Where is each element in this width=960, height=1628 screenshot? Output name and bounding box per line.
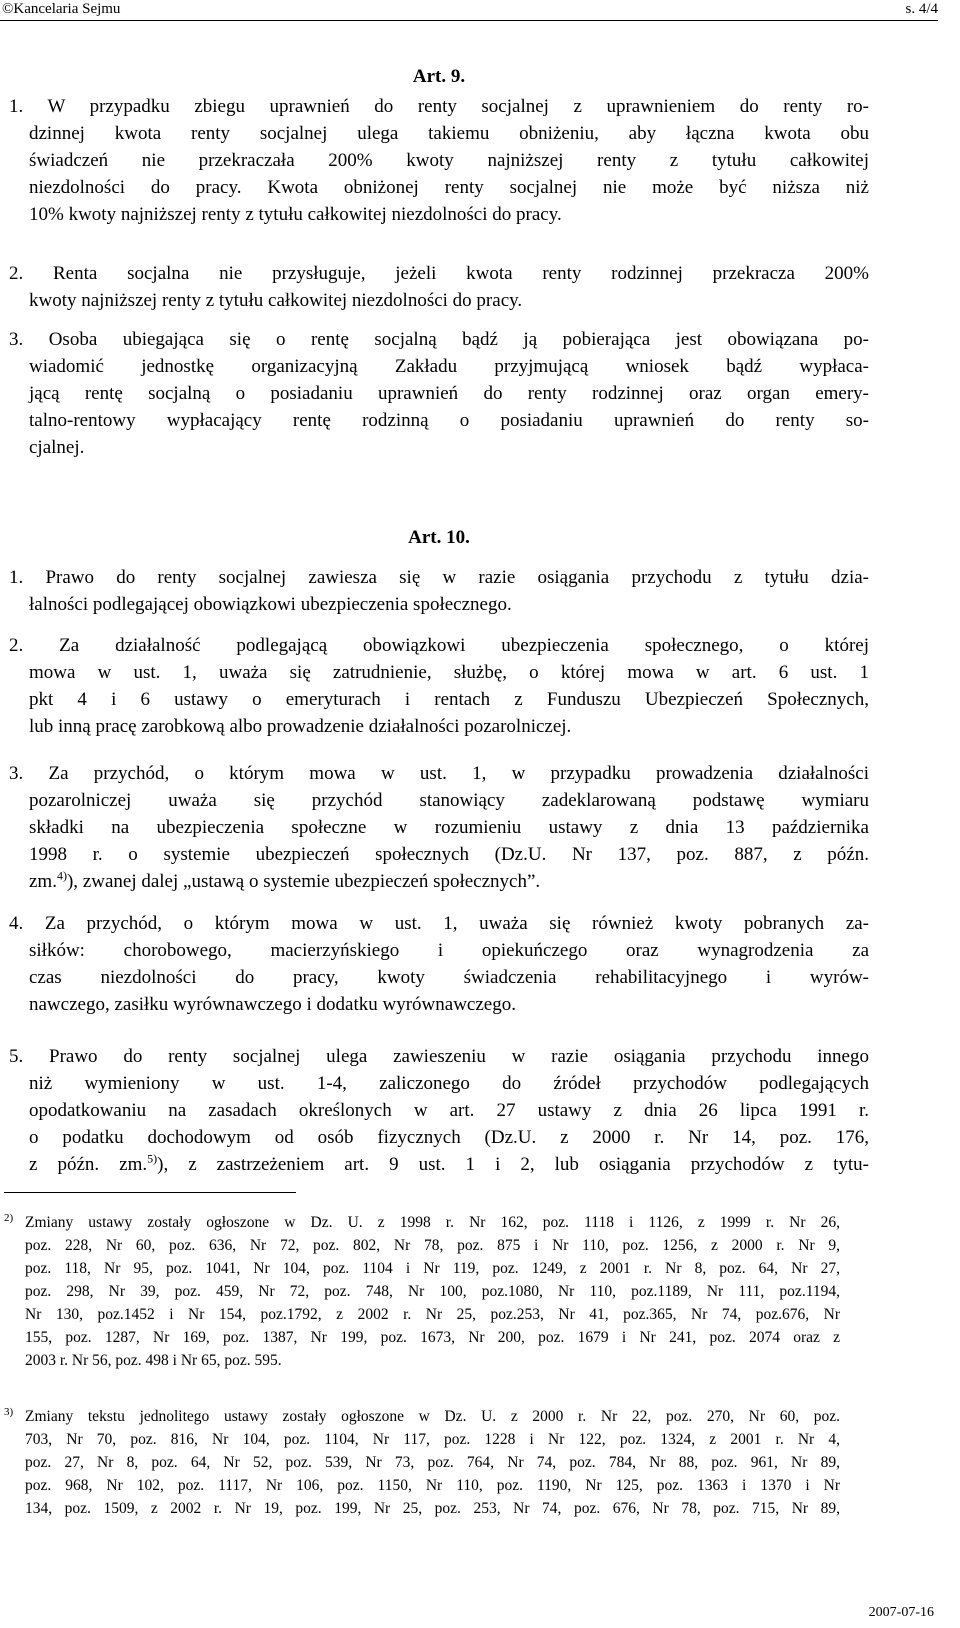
footnote-ref-4[interactable]: 4) (56, 868, 67, 883)
text-line: 1. W przypadku zbiegu uprawnień do renty socjalnej z uprawnieniem do renty ro- (9, 96, 869, 117)
footnote-line: poz. 27, Nr 8, poz. 64, Nr 52, poz. 539, Nr 73, poz. 764, Nr 74, poz. 784, Nr 88, poz. 961, Nr 89, (25, 1454, 840, 1471)
text-line: 2. Renta socjalna nie przysługuje, jeżeli kwota renty rodzinnej przekracza 200% (9, 263, 869, 284)
footnote-mark: 2) (4, 1212, 14, 1224)
text-line: dzinnej kwota renty socjalnej ulega takiemu obniżeniu, aby łączna kwota obu (29, 123, 869, 144)
text-line: lub inną pracę zarobkową albo prowadzenie działalności pozarolniczej. (29, 716, 572, 737)
text-line: 5. Prawo do renty socjalnej ulega zawieszeniu w razie osiągania przychodu innego (9, 1046, 869, 1067)
footnote-line: poz. 228, Nr 60, poz. 636, Nr 72, poz. 802, Nr 78, poz. 875 i Nr 110, poz. 1256, z 2000 r. Nr 9, (25, 1237, 840, 1254)
text-line: cjalnej. (29, 437, 85, 458)
footnote-ref-5[interactable]: 5) (147, 1151, 158, 1166)
article-10-title: Art. 10. (408, 527, 470, 548)
text-fragment: ), z zastrzeżeniem art. 9 ust. 1 i 2, lub osiągania przychodów z tytu- (157, 1154, 869, 1175)
art10-paragraph-4 (9, 910, 869, 1018)
text-line: jącą rentę socjalną o posiadaniu uprawnień do renty rodzinnej oraz organ emery- (29, 383, 869, 404)
footnote-line: poz. 968, Nr 102, poz. 1117, Nr 106, poz. 1150, Nr 110, poz. 1190, Nr 125, poz. 1363 i 1370 i Nr (25, 1477, 840, 1494)
publisher-label: ©Kancelaria Sejmu (2, 1, 121, 17)
text-line: 4. Za przychód, o którym mowa w ust. 1, uważa się również kwoty pobranych za- (9, 913, 869, 934)
art10-paragraph-3 (9, 760, 869, 895)
text-line: świadczeń nie przekraczała 200% kwoty najniższej renty z tytułu całkowitej (29, 150, 869, 171)
footnote-3 (4, 1405, 856, 1520)
text-line: niezdolności do pracy. Kwota obniżonej renty socjalnej nie może być niższa niż (29, 177, 869, 198)
text-line: kwoty najniższej renty z tytułu całkowitej niezdolności do pracy. (29, 290, 523, 311)
footnote-line: 134, poz. 1509, z 2002 r. Nr 19, poz. 199, Nr 25, poz. 253, Nr 74, poz. 676, Nr 78, poz. 715, Nr 89, (25, 1500, 840, 1517)
text-line: 3. Za przychód, o którym mowa w ust. 1, w przypadku prowadzenia działalności (9, 763, 869, 784)
footnote-line: poz. 298, Nr 39, poz. 459, Nr 72, poz. 748, Nr 100, poz.1080, Nr 110, poz.1189, Nr 111, poz.1194, (25, 1283, 840, 1300)
art10-paragraph-1 (9, 564, 869, 618)
page-number: s. 4/4 (905, 1, 938, 17)
footnote-line: poz. 118, Nr 95, poz. 1041, Nr 104, poz. 1104 i Nr 119, poz. 1249, z 2001 r. Nr 8, poz. 64, Nr 27, (25, 1260, 840, 1277)
text-line: 1998 r. o systemie ubezpieczeń społecznych (Dz.U. Nr 137, poz. 887, z późn. (29, 844, 869, 865)
footnote-2 (4, 1211, 856, 1372)
text-fragment: z późn. zm. (29, 1154, 148, 1175)
text-line: siłków: chorobowego, macierzyńskiego i opiekuńczego oraz wynagrodzenia za (29, 940, 869, 961)
text-line: talno-rentowy wypłacający rentę rodzinną o posiadaniu uprawnień do renty so- (29, 410, 869, 431)
text-fragment: zm. (29, 871, 57, 892)
text-line: łalności podlegającej obowiązkowi ubezpieczenia społecznego. (29, 594, 512, 615)
article-9-title: Art. 9. (412, 66, 466, 87)
footnote-line: 703, Nr 70, poz. 816, Nr 104, poz. 1104, Nr 117, poz. 1228 i Nr 122, poz. 1324, z 2001 r. Nr 4, (25, 1431, 840, 1448)
footnote-line: Zmiany tekstu jednolitego ustawy zostały ogłoszone w Dz. U. z 2000 r. Nr 22, poz. 270, Nr 60, poz. (25, 1408, 840, 1425)
text-line: 1. Prawo do renty socjalnej zawiesza się w razie osiągania przychodu z tytułu dzia- (9, 567, 869, 588)
footnote-line: Zmiany ustawy zostały ogłoszone w Dz. U. z 1998 r. Nr 162, poz. 1118 i 1126, z 1999 r. Nr 26, (25, 1214, 840, 1231)
text-line: wiadomić jednostkę organizacyjną Zakładu przyjmującą wniosek bądź wypłaca- (29, 356, 869, 377)
footnote-line: Nr 130, poz.1452 i Nr 154, poz.1792, z 2002 r. Nr 25, poz.253, Nr 41, poz.365, Nr 74, poz.676, Nr (25, 1306, 840, 1323)
text-line (9, 868, 869, 895)
text-line (9, 1151, 869, 1178)
art10-paragraph-2 (9, 632, 869, 740)
art9-paragraph-1 (9, 93, 869, 228)
text-line: pozarolniczej uważa się przychód stanowiący zadeklarowaną podstawę wymiaru (29, 790, 869, 811)
art10-paragraph-5 (9, 1043, 869, 1178)
text-line: nawczego, zasiłku wyrównawczego i dodatku wyrównawczego. (29, 994, 516, 1015)
header-rule (0, 20, 938, 21)
footnote-mark: 3) (4, 1406, 14, 1418)
text-line: 3. Osoba ubiegająca się o rentę socjalną bądź ją pobierająca jest obowiązana po- (9, 329, 869, 350)
page-header (0, 0, 960, 22)
text-line: o podatku dochodowym od osób fizycznych (Dz.U. z 2000 r. Nr 14, poz. 176, (29, 1127, 869, 1148)
art9-paragraph-3 (9, 326, 869, 461)
footnote-separator (4, 1192, 296, 1193)
art9-paragraph-2 (9, 260, 869, 314)
text-line: 10% kwoty najniższej renty z tytułu całkowitej niezdolności do pracy. (29, 204, 562, 225)
text-fragment: ), zwanej dalej „ustawą o systemie ubezpieczeń społecznych”. (66, 871, 541, 892)
footnote-line: 155, poz. 1287, Nr 169, poz. 1387, Nr 199, poz. 1673, Nr 200, poz. 1679 i Nr 241, poz. 2074 oraz z (25, 1329, 840, 1346)
text-line: niż wymieniony w ust. 1-4, zaliczonego do źródeł przychodów podlegających (29, 1073, 869, 1094)
text-line: mowa w ust. 1, uważa się zatrudnienie, służbę, o której mowa w art. 6 ust. 1 (29, 662, 869, 683)
document-date: 2007-07-16 (868, 1605, 934, 1620)
text-line: czas niezdolności do pracy, kwoty świadczenia rehabilitacyjnego i wyrów- (29, 967, 869, 988)
text-line: składki na ubezpieczenia społeczne w rozumieniu ustawy z dnia 13 października (29, 817, 869, 838)
text-line: 2. Za działalność podlegającą obowiązkowi ubezpieczenia społecznego, o której (9, 635, 869, 656)
footnote-line: 2003 r. Nr 56, poz. 498 i Nr 65, poz. 595. (25, 1352, 282, 1369)
text-line: opodatkowaniu na zasadach określonych w art. 27 ustawy z dnia 26 lipca 1991 r. (29, 1100, 869, 1121)
text-line: pkt 4 i 6 ustawy o emeryturach i rentach z Funduszu Ubezpieczeń Społecznych, (29, 689, 869, 710)
